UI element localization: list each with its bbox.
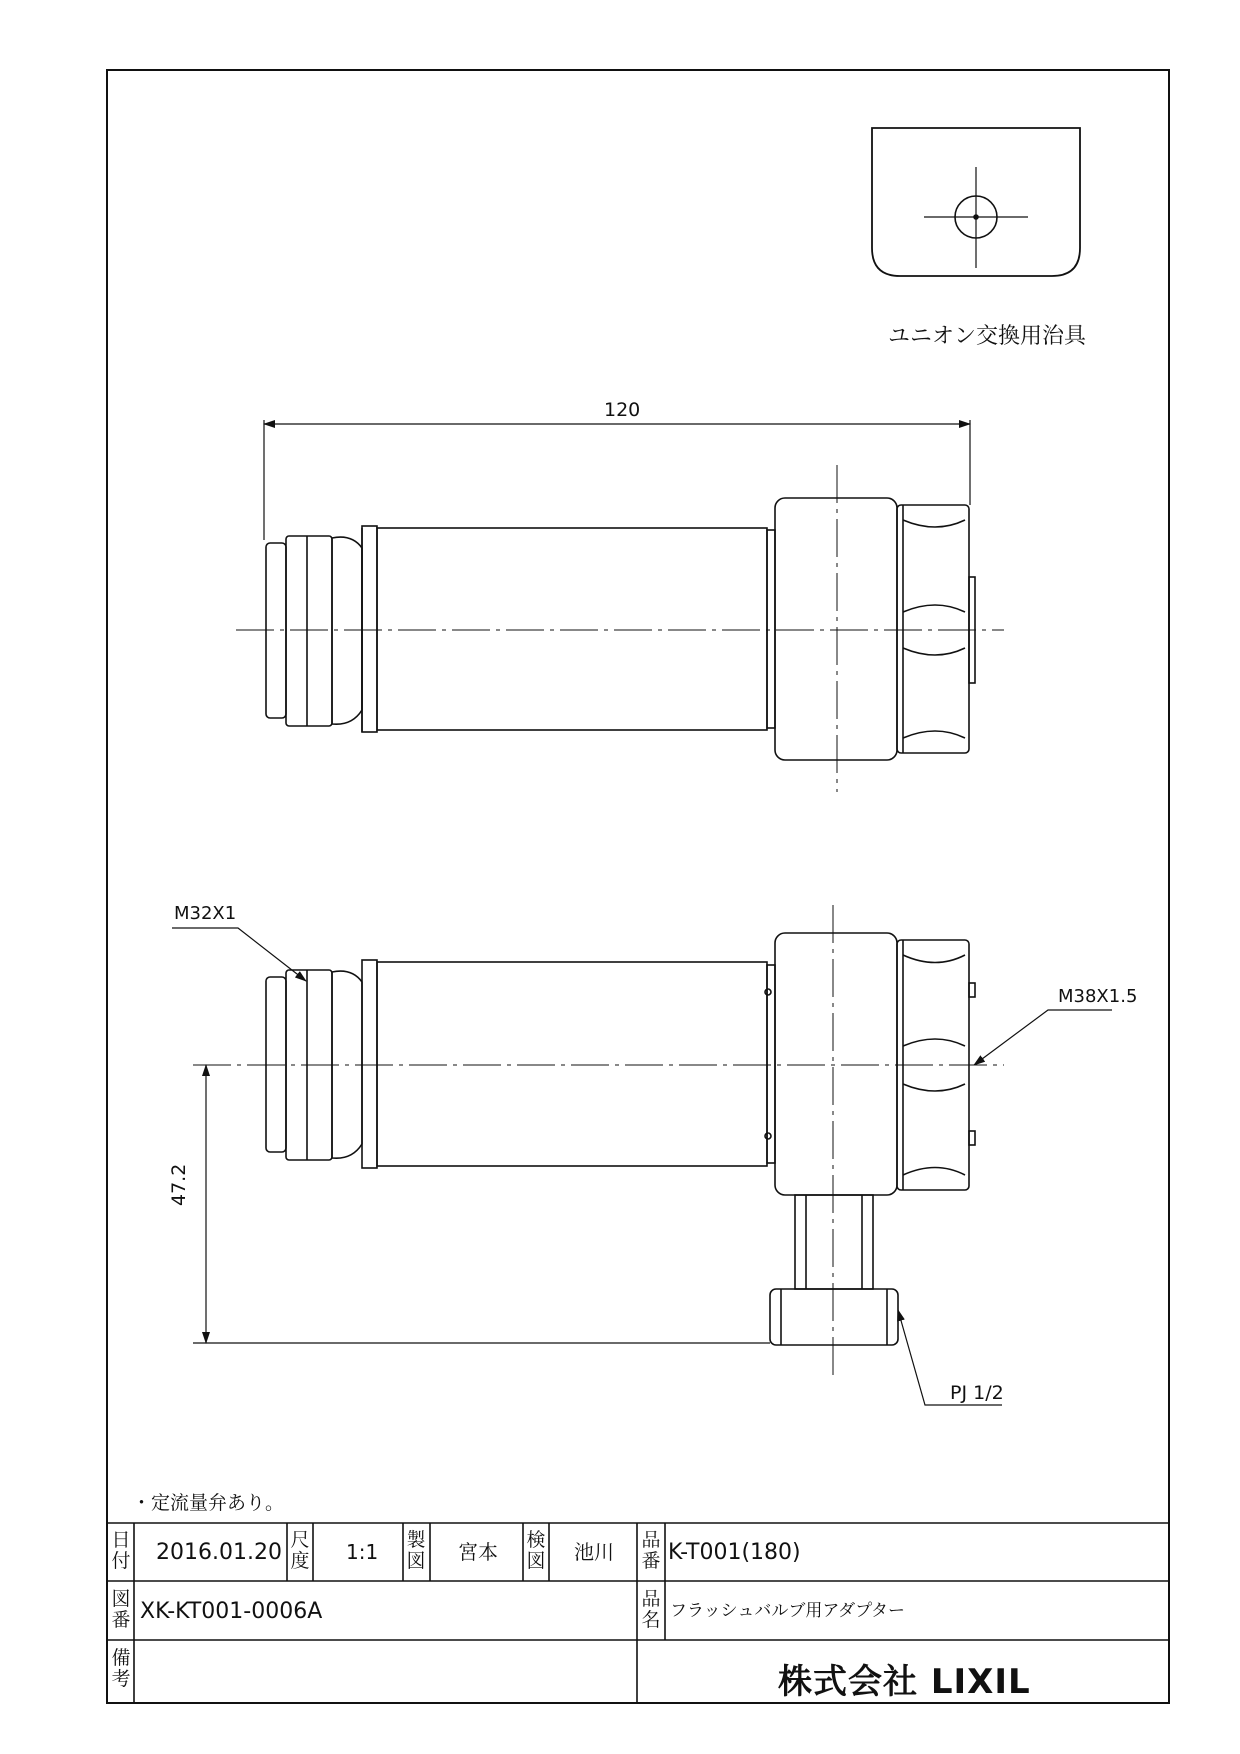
date-label: 日 付 <box>111 1529 131 1572</box>
height-dimension-label: 47.2 <box>168 1163 190 1206</box>
checked-by-value: 池川 <box>574 1540 614 1564</box>
company-logo: 株式会社 LIXIL <box>778 1662 1031 1702</box>
remarks-label: 備 考 <box>111 1647 131 1690</box>
scale-label: 尺 度 <box>290 1529 310 1572</box>
drawing-no-value: XK-KT001-0006A <box>140 1599 323 1624</box>
adapter-top-view <box>236 420 1004 792</box>
checked-label: 検 図 <box>526 1529 546 1572</box>
outlet-thread-label: PJ 1/2 <box>950 1382 1004 1404</box>
jig-label: ユニオン交換用治具 <box>888 324 1087 349</box>
nut-thread-label: M38X1.5 <box>1058 986 1138 1007</box>
part-name-label: 品 名 <box>641 1588 661 1631</box>
scale-value: 1:1 <box>346 1540 379 1564</box>
inlet-thread-label: M32X1 <box>174 903 237 924</box>
adapter-front-view <box>168 905 1112 1405</box>
date-value: 2016.01.20 <box>156 1540 282 1565</box>
drawn-by-value: 宮本 <box>458 1540 498 1564</box>
sheet-border <box>107 70 1169 1703</box>
part-no-value: K-T001(180) <box>668 1540 801 1565</box>
flow-valve-note: ・定流量弁あり。 <box>132 1492 285 1514</box>
union-jig-drawing <box>872 128 1080 276</box>
drawn-label: 製 図 <box>406 1529 426 1572</box>
part-no-label: 品 番 <box>641 1529 661 1572</box>
drawing-no-label: 図 番 <box>111 1588 131 1631</box>
length-dimension-label: 120 <box>604 399 641 421</box>
part-name-value: フラッシュバルブ用アダプター <box>670 1601 905 1621</box>
